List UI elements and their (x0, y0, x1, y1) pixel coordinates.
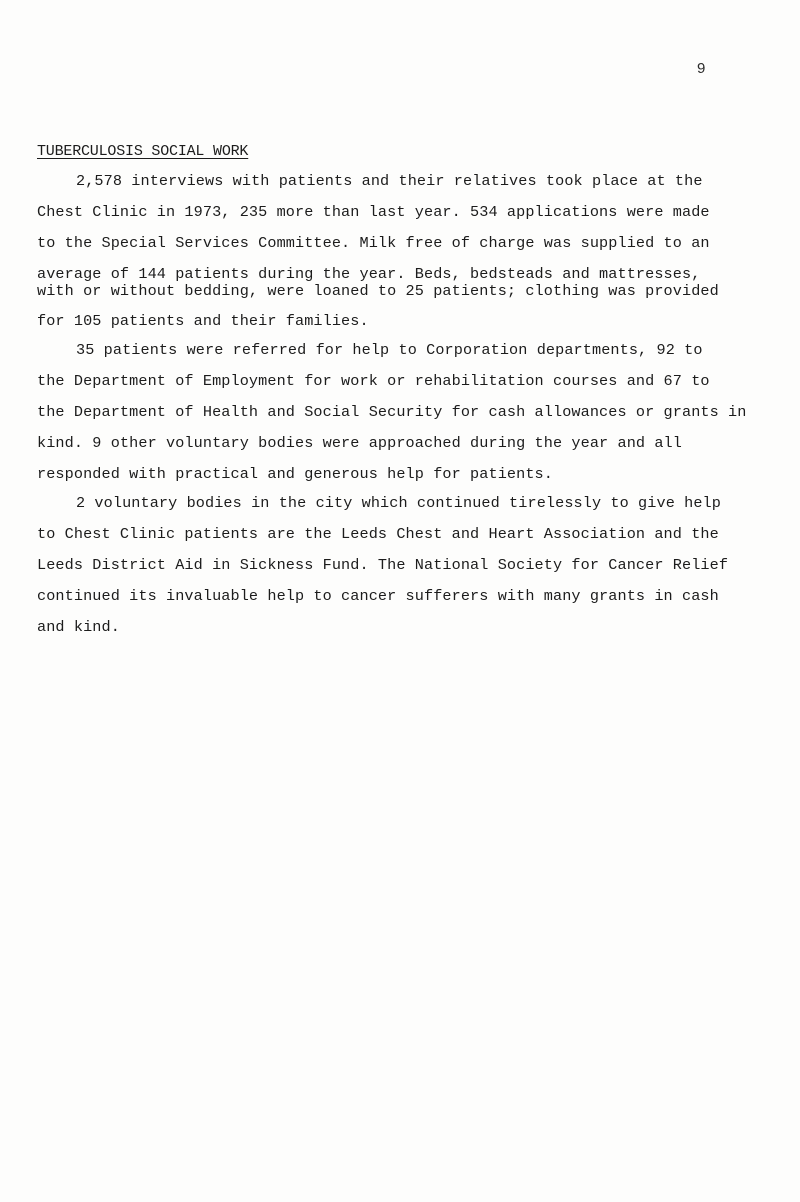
paragraph-3-line-4: continued its invaluable help to cancer sufferers with many grants in cash (37, 587, 719, 605)
paragraph-2-line-3: the Department of Health and Social Security for cash allowances or grants in (37, 403, 747, 421)
paragraph-1-line-4: average of 144 patients during the year. Beds, bedsteads and mattresses, (37, 265, 701, 283)
paragraph-1-line-5: with or without bedding, were loaned to 25 patients; clothing was provided (37, 282, 719, 300)
paragraph-3-line-1: 2 voluntary bodies in the city which continued tirelessly to give help (76, 494, 721, 512)
paragraph-2-line-2: the Department of Employment for work or rehabilitation courses and 67 to (37, 372, 710, 390)
section-heading: TUBERCULOSIS SOCIAL WORK (37, 143, 249, 160)
paragraph-1-line-3: to the Special Services Committee. Milk free of charge was supplied to an (37, 234, 710, 252)
paragraph-2-line-4: kind. 9 other voluntary bodies were approached during the year and all (37, 434, 682, 452)
paragraph-1-line-6: for 105 patients and their families. (37, 312, 369, 330)
paragraph-3-line-3: Leeds District Aid in Sickness Fund. The National Society for Cancer Relief (37, 556, 729, 574)
paragraph-2-line-1: 35 patients were referred for help to Corporation departments, 92 to (76, 341, 703, 359)
paragraph-3-line-2: to Chest Clinic patients are the Leeds Chest and Heart Association and the (37, 525, 719, 543)
paragraph-2-line-5: responded with practical and generous help for patients. (37, 465, 553, 483)
paragraph-1-line-2: Chest Clinic in 1973, 235 more than last year. 534 applications were made (37, 203, 710, 221)
paragraph-1-line-1: 2,578 interviews with patients and their relatives took place at the (76, 172, 703, 190)
page-number: 9 (697, 60, 706, 77)
paragraph-3-line-5: and kind. (37, 618, 120, 636)
